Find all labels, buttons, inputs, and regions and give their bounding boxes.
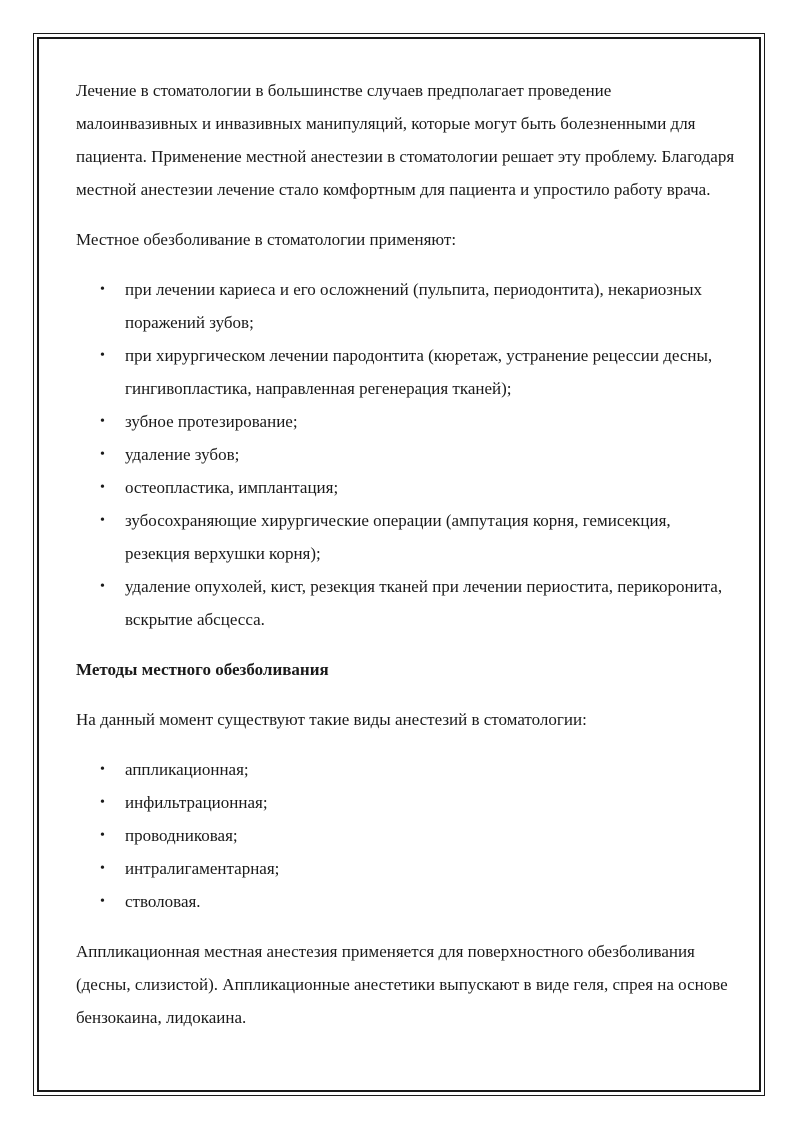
list-item	[76, 885, 736, 918]
list-item-text: остеопластика, имплантация;	[125, 478, 339, 497]
uses-list	[76, 273, 736, 636]
list-item-text: интралигаментарная;	[125, 859, 280, 878]
list-item-text: инфильтрационная;	[125, 793, 268, 812]
list-item	[76, 339, 736, 405]
bullet-icon: •	[100, 795, 105, 810]
list-item	[76, 570, 736, 636]
list-item-text: при хирургическом лечении пародонтита (кюретаж, устранение рецессии десны, гингивопластика, направленная регенерация тканей);	[125, 346, 713, 398]
bullet-icon: •	[100, 894, 105, 909]
list-item	[76, 852, 736, 885]
list-item-text: зубное протезирование;	[125, 412, 298, 431]
section-heading: Методы местного обезболивания	[76, 660, 329, 679]
list-item-text: при лечении кариеса и его осложнений (пульпита, периодонтита), некариозных поражений зубов;	[125, 280, 703, 332]
bullet-icon: •	[100, 447, 105, 462]
bullet-icon: •	[100, 480, 105, 495]
bullet-icon: •	[100, 513, 105, 528]
list-item	[76, 273, 736, 339]
types-lead-paragraph: На данный момент существуют такие виды анестезий в стоматологии:	[76, 710, 587, 729]
intro-paragraph: Лечение в стоматологии в большинстве случаев предполагает проведение малоинвазивных и инвазивных манипуляций, которые могут быть болезненными для пациента. Применение местной анестезии в стоматологии решает эту проблему. Благодаря местной анестезии лечение стало комфортным для пациента и упростило работу врача.	[76, 81, 735, 199]
list-item-text: зубосохраняющие хирургические операции (ампутация корня, гемисекция, резекция верхушки корня);	[125, 511, 671, 563]
bullet-icon: •	[100, 414, 105, 429]
document-body	[76, 74, 736, 1051]
list-item-text: проводниковая;	[125, 826, 238, 845]
list-item	[76, 819, 736, 852]
list-item-text: удаление опухолей, кист, резекция тканей при лечении периостита, перикоронита, вскрытие абсцесса.	[125, 577, 723, 629]
bullet-icon: •	[100, 762, 105, 777]
list-item	[76, 405, 736, 438]
types-list	[76, 753, 736, 918]
bullet-icon: •	[100, 828, 105, 843]
list-item	[76, 471, 736, 504]
list-item	[76, 786, 736, 819]
list-item-text: удаление зубов;	[125, 445, 240, 464]
list-item-text: стволовая.	[125, 892, 201, 911]
application-paragraph: Аппликационная местная анестезия применяется для поверхностного обезболивания (десны, слизистой). Аппликационные анестетики выпускают в виде геля, спрея на основе бензокаина, лидокаина.	[76, 942, 728, 1027]
bullet-icon: •	[100, 282, 105, 297]
bullet-icon: •	[100, 348, 105, 363]
list-item	[76, 438, 736, 471]
uses-lead-paragraph: Местное обезболивание в стоматологии применяют:	[76, 230, 457, 249]
bullet-icon: •	[100, 579, 105, 594]
list-item-text: аппликационная;	[125, 760, 249, 779]
bullet-icon: •	[100, 861, 105, 876]
list-item	[76, 753, 736, 786]
list-item	[76, 504, 736, 570]
